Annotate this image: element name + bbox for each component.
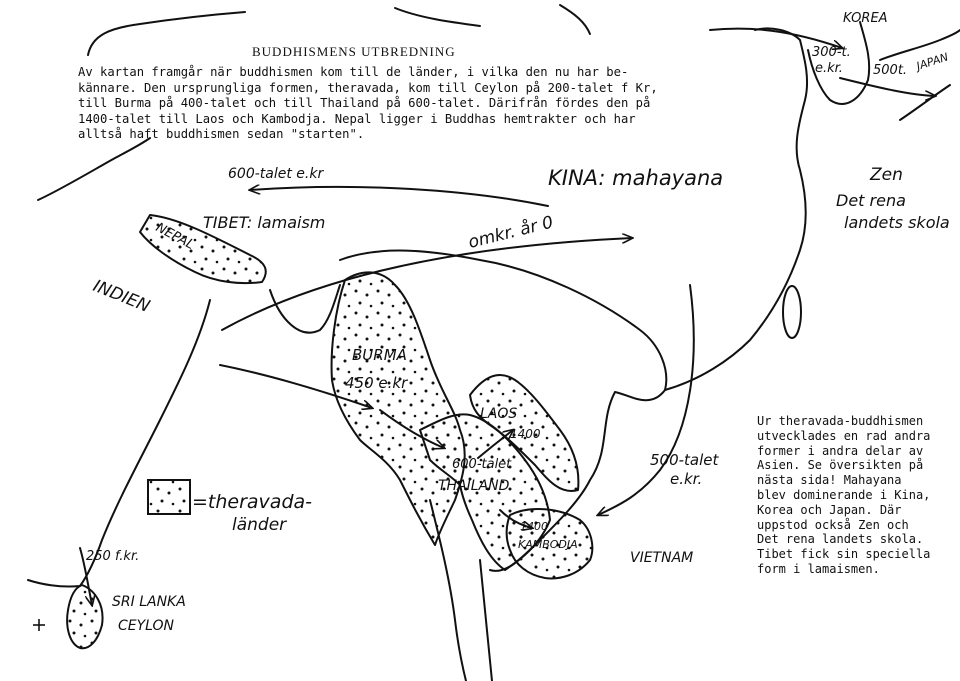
label-korea-date-1: 300-t. [812,45,851,60]
region-sri-lanka [67,585,102,648]
sidebar-line: blev dominerande i Kina, [757,487,931,502]
sidebar-line: form i lamaismen. [757,561,880,576]
sidebar-line: Det rena landets skola. [757,532,924,547]
intro-line: Av kartan framgår när buddhismen kom till de länder, i vilka den nu har be- [78,65,629,79]
sidebar-line: nästa sida! Mahayana [757,473,902,488]
label-china-date: omkr. år 0 [466,212,556,253]
sidebar-line: Korea och Japan. Där [757,502,902,517]
sidebar-line: former i andra delar av [757,443,924,458]
sidebar-text [757,414,957,577]
label-thailand: THAILAND [438,478,510,494]
intro-line: till Burma på 400-talet och till Thailand på 600-talet. Därifrån fördes den på [78,96,651,111]
label-thailand-date: 600-talet [452,457,512,472]
coastline-india-west [38,138,150,200]
label-kambodja: KAMBODJA [518,538,578,551]
intro-line: alltså haft buddhismen sedan "starten". [78,127,365,142]
label-tibet-date: 600-talet e.kr [228,166,324,182]
intro-line: kännare. Den ursprungliga formen, theravada, kom till Ceylon på 200-talet f Kr, [78,80,658,95]
sidebar-line: Ur theravada-buddhismen [757,414,924,428]
label-japan-date: 500t. [873,63,908,78]
intro-line: 1400-talet till Laos och Kambodja. Nepal ligger i Buddhas hemtrakter och har [78,111,636,126]
label-ceylon: CEYLON [118,618,175,634]
cross-mark [33,619,45,631]
sidebar-line: Asien. Se översikten på [757,458,924,473]
label-burma-date: 450 e.kr [345,374,408,392]
label-sri-lanka-date: 250 f.kr. [86,549,140,564]
label-vietnam-date-1: 500-talet [650,451,719,469]
coastline-top-right [560,5,590,34]
label-kambodja-date: 1400 [520,520,548,533]
arrow-to-japan [840,78,935,96]
label-laos: LAOS [480,406,518,422]
label-japan: JAPAN [914,50,950,73]
sidebar-line: Tibet fick sin speciella [757,547,931,562]
label-laos-date: 1400 [510,427,541,441]
label-indien: INDIEN [90,276,153,317]
label-korea: KOREA [843,11,888,26]
page-title: BUDDHISMENS UTBREDNING [252,44,456,59]
label-pure-land-2: landets skola [844,213,950,232]
coastline-top-left [88,12,245,55]
label-korea-date-2: e.kr. [815,61,843,76]
region-burma [332,272,465,545]
sidebar-line: utvecklades en rad andra [757,428,931,443]
label-nepal: NEPAL [153,220,197,253]
label-kina: KINA: mahayana [548,166,724,190]
label-vietnam: VIETNAM [630,550,694,566]
label-tibet: TIBET: lamaism [203,213,326,232]
label-zen: Zen [870,165,903,185]
label-legend-2: länder [232,515,287,535]
label-legend-1: =theravada- [192,491,313,513]
label-burma: BURMA [352,346,407,364]
label-vietnam-date-2: e.kr. [670,470,703,488]
island-taiwan [783,286,801,338]
label-sri-lanka: SRI LANKA [112,594,186,610]
arrow-to-tibet [250,187,548,206]
sidebar-line: uppstod också Zen och [757,517,909,532]
intro-text [78,65,698,143]
coastline-india-east [28,300,210,587]
legend-swatch [148,480,190,514]
coastline-top-center [395,8,480,26]
label-pure-land-1: Det rena [836,191,906,210]
